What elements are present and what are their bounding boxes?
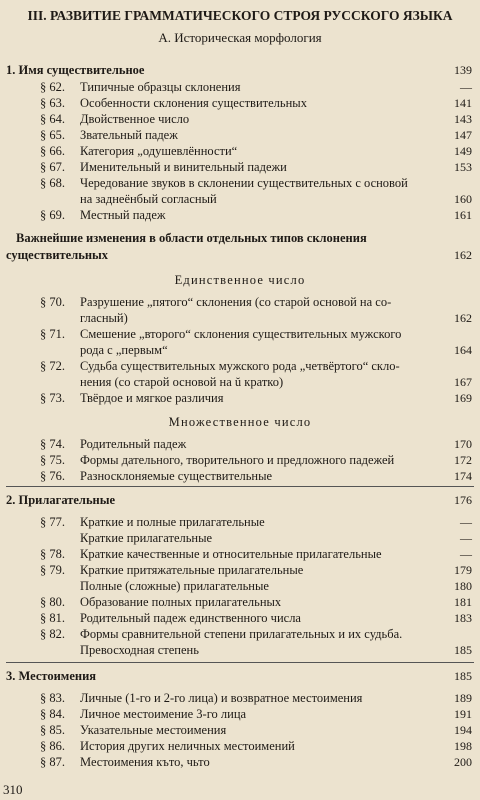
entry-title-line: Судьба существительных мужского рода „четвёртого“ скло-: [80, 359, 400, 373]
entry-title-line: Указательные местоимения: [80, 723, 227, 737]
section-number: § 70.: [40, 295, 65, 309]
section-number: § 84.: [40, 707, 65, 721]
chapter-page-pron: 185: [454, 669, 472, 683]
section-number: § 87.: [40, 755, 65, 769]
changes-heading-line-1: Важнейшие изменения в области отдельных типов склонения: [16, 231, 367, 245]
chapter-title-pron: 3. Местоимения: [6, 669, 97, 683]
entry-page-number: 162: [454, 311, 472, 325]
entry-title-line: Личные (1-го и 2-го лица) и возвратное местоимения: [80, 691, 363, 705]
entry-page-number: 167: [454, 375, 472, 389]
entry-title-line: Превосходная степень: [80, 643, 199, 657]
entry-title-line: гласный): [80, 311, 128, 325]
chapter-page-adj: 176: [454, 493, 472, 507]
chapter-title-adj: 2. Прилагательные: [6, 493, 116, 507]
section-number: § 85.: [40, 723, 65, 737]
entry-page-number: 181: [454, 595, 472, 609]
entry-title-line: История других неличных местоимений: [80, 739, 295, 753]
part-title: III. РАЗВИТИЕ ГРАММАТИЧЕСКОГО СТРОЯ РУССКОГО ЯЗЫКА: [27, 8, 453, 23]
section-number: § 67.: [40, 160, 65, 174]
section-number: § 66.: [40, 144, 65, 158]
entry-page-number: 198: [454, 739, 472, 753]
entry-title-line: Разносклоняемые существительные: [80, 469, 273, 483]
page-number-footer: 310: [3, 782, 23, 797]
entry-page-number: —: [460, 515, 472, 529]
section-number: § 62.: [40, 80, 65, 94]
section-number: § 65.: [40, 128, 65, 142]
entry-title-line: на заднеёнбый согласный: [80, 192, 217, 206]
entry-page-number: —: [460, 80, 472, 94]
section-number: § 75.: [40, 453, 65, 467]
section-divider: [6, 486, 474, 487]
entry-page-number: 194: [454, 723, 472, 737]
entry-page-number: 153: [454, 160, 472, 174]
entry-title-line: Типичные образцы склонения: [80, 80, 241, 94]
entry-title-line: Краткие и полные прилагательные: [80, 515, 265, 529]
section-number: § 81.: [40, 611, 65, 625]
entry-title-line: Полные (сложные) прилагательные: [80, 579, 269, 593]
entry-page-number: —: [460, 547, 472, 561]
entry-page-number: 189: [454, 691, 472, 705]
section-number: § 78.: [40, 547, 65, 561]
entry-page-number: 169: [454, 391, 472, 405]
entry-page-number: 180: [454, 579, 472, 593]
entry-title-line: Разрушение „пятого“ склонения (со старой основой на со-: [80, 295, 392, 309]
entry-title-line: Местоимения къто, чьто: [80, 755, 210, 769]
entry-page-number: 183: [454, 611, 472, 625]
entry-page-number: 160: [454, 192, 472, 206]
entry-page-number: 174: [454, 469, 472, 483]
section-number: § 68.: [40, 176, 65, 190]
section-number: § 82.: [40, 627, 65, 641]
entry-page-number: 179: [454, 563, 472, 577]
entry-title-line: Личное местоимение 3-го лица: [80, 707, 247, 721]
plural-heading: Множественное число: [168, 415, 312, 429]
entry-page-number: 170: [454, 437, 472, 451]
entry-page-number: —: [460, 531, 472, 545]
section-number: § 72.: [40, 359, 65, 373]
chapter-title-noun: 1. Имя существительное: [6, 63, 145, 77]
entry-page-number: 141: [454, 96, 472, 110]
section-divider: [6, 662, 474, 663]
entry-page-number: 161: [454, 208, 472, 222]
entry-page-number: 149: [454, 144, 472, 158]
entry-page-number: 191: [454, 707, 472, 721]
entry-page-number: 172: [454, 453, 472, 467]
section-number: § 74.: [40, 437, 65, 451]
entry-title-line: Краткие прилагательные: [80, 531, 213, 545]
entry-title-line: Родительный падеж единственного числа: [80, 611, 301, 625]
entry-page-number: 143: [454, 112, 472, 126]
section-number: § 80.: [40, 595, 65, 609]
entry-page-number: 185: [454, 643, 472, 657]
entry-title-line: рода с „первым“: [80, 343, 168, 357]
entry-title-line: Особенности склонения существительных: [80, 96, 307, 110]
entry-title-line: Именительный и винительный падежи: [80, 160, 287, 174]
entry-page-number: 200: [454, 755, 472, 769]
entry-title-line: Твёрдое и мягкое различия: [80, 391, 224, 405]
entry-title-line: Смешение „второго“ склонения существительных мужского: [80, 327, 402, 341]
entry-title-line: Двойственное число: [80, 112, 190, 126]
subpart-title: А. Историческая морфология: [158, 30, 322, 45]
changes-heading-line-2: существительных: [6, 248, 109, 262]
entry-title-line: нения (со старой основой на ŭ кратко): [80, 375, 284, 389]
section-number: § 83.: [40, 691, 65, 705]
entry-title-line: Образование полных прилагательных: [80, 595, 282, 609]
section-number: § 76.: [40, 469, 65, 483]
section-number: § 86.: [40, 739, 65, 753]
chapter-page-noun: 139: [454, 63, 472, 77]
singular-heading: Единственное число: [174, 273, 306, 287]
section-number: § 71.: [40, 327, 65, 341]
entry-title-line: Местный падеж: [80, 208, 166, 222]
section-number: § 79.: [40, 563, 65, 577]
entry-title-line: Родительный падеж: [80, 437, 187, 451]
entry-page-number: 164: [454, 343, 472, 357]
entry-title-line: Категория „одушевлённости“: [80, 144, 238, 158]
changes-heading-page: 162: [454, 248, 472, 262]
section-number: § 64.: [40, 112, 65, 126]
section-number: § 77.: [40, 515, 65, 529]
entry-title-line: Формы сравнительной степени прилагательных и их судьба.: [80, 627, 403, 641]
section-number: § 63.: [40, 96, 65, 110]
entry-title-line: Формы дательного, творительного и предложного падежей: [80, 453, 395, 467]
section-number: § 69.: [40, 208, 65, 222]
entry-page-number: 147: [454, 128, 472, 142]
entry-title-line: Краткие качественные и относительные прилагательные: [80, 547, 382, 561]
entry-title-line: Краткие притяжательные прилагательные: [80, 563, 304, 577]
entry-title-line: Звательный падеж: [80, 128, 178, 142]
entry-title-line: Чередование звуков в склонении существительных с основой: [80, 176, 408, 190]
section-number: § 73.: [40, 391, 65, 405]
